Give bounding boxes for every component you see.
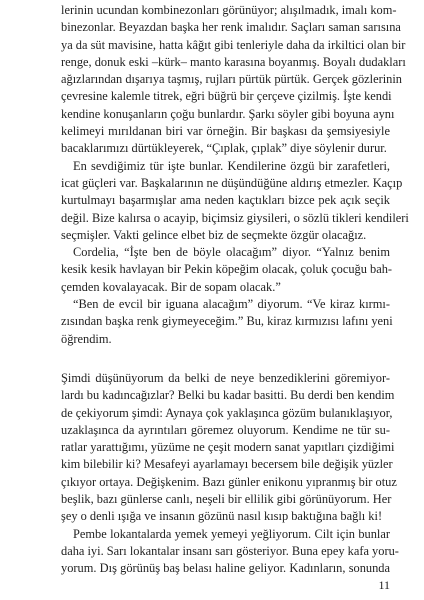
text-line: ratlar yarattığımı, yüzüme ne çeşit modern sanat yapıtları çizdiğimi — [61, 440, 395, 455]
text-line: kim bilebilir ki? Mesafeyi ayarlamayı becersem bile değişik yüzler — [61, 457, 393, 472]
text-line: zısından başka renk giymeyeceğim.” Bu, kiraz kırmızısı lafını yeni — [61, 314, 393, 329]
text-line: lardı bu kadıncağızlar? Belki bu kadar basitti. Bu derdi ben kendim — [61, 388, 395, 403]
paragraph — [61, 244, 393, 296]
text-line: de çekiyorum şimdi: Aynaya çok yaklaşınca gözüm bulanıklaşıyor, — [61, 405, 393, 420]
text-line: yorum. Dış görünüş baş belası haline geliyor. Kadınların, sonunda — [61, 561, 390, 576]
text-line: çevresine kalemle titrek, eğri büğrü bir çerçeve çizilmiş. İşte kendi — [61, 89, 392, 104]
paragraph-continued — [61, 2, 406, 158]
page-number: 11 — [378, 578, 390, 592]
paragraph — [61, 370, 397, 526]
paragraph — [61, 296, 393, 348]
paragraph — [61, 158, 409, 244]
text-line: kurtulmayı başarmışlar ama neden kaçtıkları bizce pek açık seçik — [61, 193, 390, 208]
paragraph — [61, 526, 399, 578]
text-line: En sevdiğimiz tür işte bunlar. Kendilerine özgü bir zarafetleri, — [73, 158, 390, 173]
text-line: öğrendim. — [61, 331, 112, 346]
text-line: icat güçleri var. Başkalarının ne düşündüğüne aldırış etmezler. Kaçıp — [61, 175, 403, 190]
text-line: kendine konuşanların çoğu bunlardır. Şarkı söyler gibi boyuna aynı — [61, 106, 395, 121]
text-line: lerinin ucundan kombinezonları görünüyor; alışılmadık, imalı kom- — [61, 3, 397, 17]
text-line: “Ben de evcil bir iguana alacağım” diyorum. “Ve kiraz kırmı- — [73, 297, 390, 312]
text-line: uzaklaşınca da ayrıntıları göremez oluyorum. Kendime ne tür su- — [61, 422, 390, 437]
text-line: Pembe lokantalarda yemek yemeyi yeğliyorum. Cilt için bunlar — [73, 526, 390, 541]
text-line: seçmişler. Vakti gelince elbet biz de seçmekte özgür olacağız. — [61, 227, 367, 242]
text-line: renge, donuk eski –kürk– manto karasına boyanmış. Boyalı dudakları — [61, 54, 406, 69]
text-line: kelimeyi mırıldanan biri var örneğin. Bir başkası da şemsiyesiyle — [61, 124, 390, 139]
text-line: ya da süt mavisine, hatta kâğıt gibi tenleriyle daha da irkiltici olan bir — [61, 37, 406, 52]
text-line: ağızlarından dışarıya taşmış, rujları pürtük pürtük. Gerçek gözlerinin — [61, 72, 402, 87]
section-break — [61, 348, 390, 370]
text-line: değil. Bize kalırsa o acayip, biçimsiz giysileri, o sözlü tikleri kendileri — [61, 210, 409, 225]
text-line: binezonlar. Beyazdan başka her renk imalıdır. Saçları saman sarısına — [61, 20, 401, 35]
page-text — [61, 2, 409, 578]
text-line: beşlik, bazı günlerse canlı, neşeli bir ellilik gibi görünüyorum. Her — [61, 492, 392, 507]
text-line: daha iyi. Sarı lokantalar insanı sarı gösteriyor. Buna epey kafa yoru- — [61, 543, 399, 558]
text-line: çıkıyor ortaya. Değişkenim. Bazı günler enikonu yıpranmış bir otuz — [61, 474, 397, 489]
text-line: bacaklarımızı dürtükleyerek, “Çıplak, çıplak” diye söylenir durur. — [61, 141, 387, 156]
text-line: kesik kesik havlayan bir Pekin köpeğim olacak, çoluk çocuğu bah- — [61, 262, 393, 277]
text-line: çemden kovalayacak. Bir de sopam olacak.” — [61, 279, 281, 294]
text-line: Cordelia, “İşte ben de böyle olacağım” diyor. “Yalnız benim — [73, 245, 390, 260]
text-line: Şimdi düşünüyorum da belki de neye benzediklerini göremiyor- — [61, 370, 390, 385]
text-line: şey o denli ışığa ve insanın gözünü nasıl kısıp baktığına bağlı ki! — [61, 509, 383, 524]
